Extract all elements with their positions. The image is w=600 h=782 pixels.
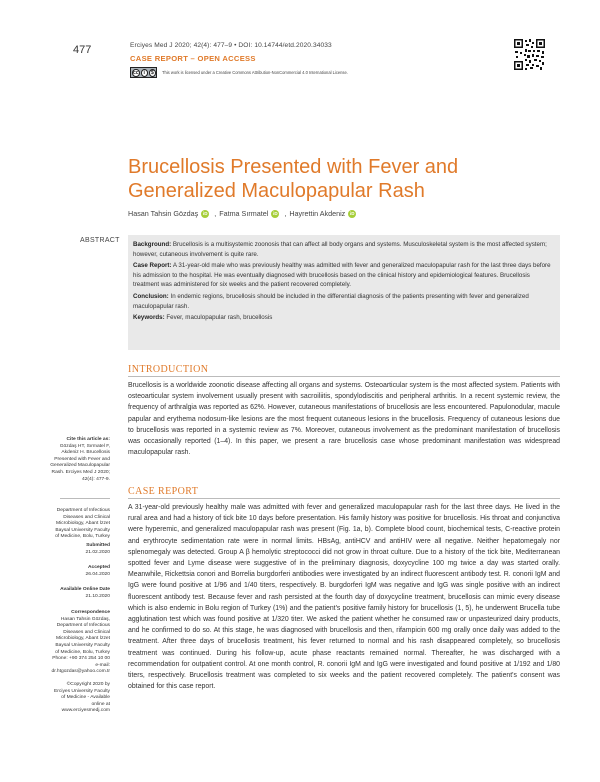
author-name: Hayrettin Akdeniz <box>289 209 346 218</box>
page-number: 477 <box>73 44 92 56</box>
journal-citation-line: Erciyes Med J 2020; 42(4): 477–9 • DOI: 10.14744/etd.2020.34033 <box>130 42 332 49</box>
qr-code-icon[interactable] <box>513 38 546 71</box>
abstract-case: Case Report: A 31-year-old male who was previously healthy was admitted with fever and generalized maculopapular rash for the last three days before his admission to the hospital. He was eventually diagnosed with brucellosis based on the clinical history and epidemiological features. Brucellosis treatment was administered for six weeks and the patient recovered completely. <box>133 262 551 289</box>
correspondence-email-link[interactable]: dr.htgozdas@yahoo.com.tr <box>51 669 110 675</box>
accepted-date: Accepted 26.04.2020 <box>85 565 110 577</box>
copyright-notice: ©Copyright 2020 by Erciyes University Faculty of Medicine - Available online at www.erciyesmedj.com <box>54 682 110 714</box>
department-affiliation: Department of Infectious Diseases and Clinical Microbiology, Abant İzzet Baysal University Faculty of Medicine, Bolu, Turkey <box>55 508 110 540</box>
abstract-conclusion: Conclusion: In endemic regions, brucellosis should be included in the differential diagnosis of the patients presenting with fever and generalized maculopapular rash. <box>133 292 529 310</box>
introduction-heading: INTRODUCTION <box>128 364 209 375</box>
by-icon: i <box>141 69 148 77</box>
abstract-label: ABSTRACT <box>80 237 120 244</box>
introduction-text: Brucellosis is a worldwide zoonotic disease affecting all organs and systems. Osteoarticular system is the most affected system. Patients with osteoarticular system involvement usually present with sacroiliitis, spondylodiscitis and peripheral arthritis. In a recent systemic review, the frequency of arthralgia was reported as 62%. However, cutaneous manifestations of brucellosis are less encountered. Papulonodular, macule papular and erythema nodosum-like lesions are the most frequent cutaneous lesions in the brucellosis. Frequency of cutaneous lesions due to brucellosis was reported in a systemic review as 7%. Moreover, cutaneous involvement as the predominant manifestation of brucellosis was occasionally reported (1–4). In this paper, we present a rare brucellosis case whose predominant manifestation was widespread maculopapular rash. <box>128 382 560 457</box>
article-title: Brucellosis Presented with Fever and Generalized Maculopapular Rash <box>128 156 459 202</box>
author-list: Hasan Tahsin Gözdaş iD , Fatma Sırmatel iD , Hayrettin Akdeniz iD <box>128 209 355 218</box>
license-text: This work is licensed under a Creative Commons Attribution-NonCommercial 4.0 International License. <box>162 70 348 75</box>
correspondence-block: Correspondence Hasan Tahsin Gözdaş, Department of Infectious Diseases and Clinical Microbiology, Abant İzzet Baysal University Faculty of Medicine, Bolu, Turkey Phone: +90 374 254 10 00 e-mail: dr.htgozdas@yahoo.com.tr <box>51 610 110 675</box>
abstract-background: Background: Brucellosis is a multisystemic zoonosis that can affect all body organs and systems. Musculoskeletal system is the most affected system; however, cutaneous involvement is quite rare. <box>133 241 547 258</box>
submitted-date: Submitted 21.02.2020 <box>85 543 110 555</box>
author-name: Fatma Sırmatel <box>219 209 269 218</box>
author-name: Hasan Tahsin Gözdaş <box>128 209 199 218</box>
case-report-text: A 31-year-old previously healthy male was admitted with fever and generalized maculopapular rash for the last three days. He lived in the rural area and had a history of tick bite 10 days before presentation. His family history was positive for brucellosis. His throat and conjunctiva were hyperemic, and generalized maculopapular rash was present (Fig. 1a, b). Complete blood count, biochemical tests, C-reactive protein and erythrocyte sedimentation rate were in normal limits. HBsAg, antiHCV and antiHIV were all negative. Neither hepatomegaly nor splenomegaly was detected. Group A β hemolytic streptococci did not grow in throat culture. Due to a history of the tick bite, Mediterranean spotted fever and Lyme disease were suggestive of in the preliminary diagnosis, doxycycline 100 mg twice a day was started orally. Meanwhile, Rickettsia conori and Borrelia burgdorferi antibodies were investigated by an indirect fluorescent antibody test. R. conorii IgM and IgG were found positive at 1/96 and 1/40 titers, respectively. B. burgdorferi IgM was negative and IgG was single positive with an indirect fluorescent antibody test. Because fever and rash persisted at the fourth day of doxycycline treatment, brucellosis can mimic every disease which is also endemic in Bolu region of Turkey (1%) and the patient's positive family history for brucellosis (1, 5), he underwent Brucella tube agglutination test which was found positive at 1/320 titer. We asked the patient whether he consumed raw or unpasteurized dairy products, and he confirmed to do so. At this stage, he was diagnosed with brucellosis and then, rifampicin 600 mg orally once daily was added to the treatment. After three days of brucellosis treatment, his fever returned to normal and his rash disappeared completely, so brucellosis treatment was continued. During his follow-up, acute phase reactants remained normal. Thereafter, he was discharged with a recommendation for outpatient control. At one month control, R. conorii IgM and IgG were investigated and found positive at 1/192 and 1/80 titers, respectively. Brucellosis treatment was completed to six weeks and the patient recovered completely. The patient's consent was obtained for this case report. <box>128 504 560 691</box>
divider <box>128 498 560 499</box>
abstract-keywords: Keywords: Fever, maculopapular rash, brucellosis <box>133 314 273 322</box>
case-report-heading: CASE REPORT <box>128 486 199 497</box>
divider <box>128 376 560 377</box>
orcid-icon[interactable]: iD <box>273 210 278 216</box>
orcid-icon[interactable]: iD <box>350 210 355 216</box>
abstract-box <box>128 235 560 350</box>
cite-block: Cite this article as: Gözdaş HT, Sırmatel F, Akdeniz H. Brucellosis Presented with Fever and Generalized Maculopapular Rash. Erciyes Med J 2020; 42(4): 477-9. <box>50 437 110 482</box>
online-date: Available Online Date 21.10.2020 <box>60 587 110 599</box>
nc-icon: $ <box>149 69 156 77</box>
orcid-icon[interactable]: iD <box>202 210 208 216</box>
cc-icon: cc <box>133 69 139 76</box>
divider <box>60 498 110 499</box>
article-type: CASE REPORT – OPEN ACCESS <box>130 54 256 63</box>
cc-license-badge[interactable] <box>130 67 157 78</box>
